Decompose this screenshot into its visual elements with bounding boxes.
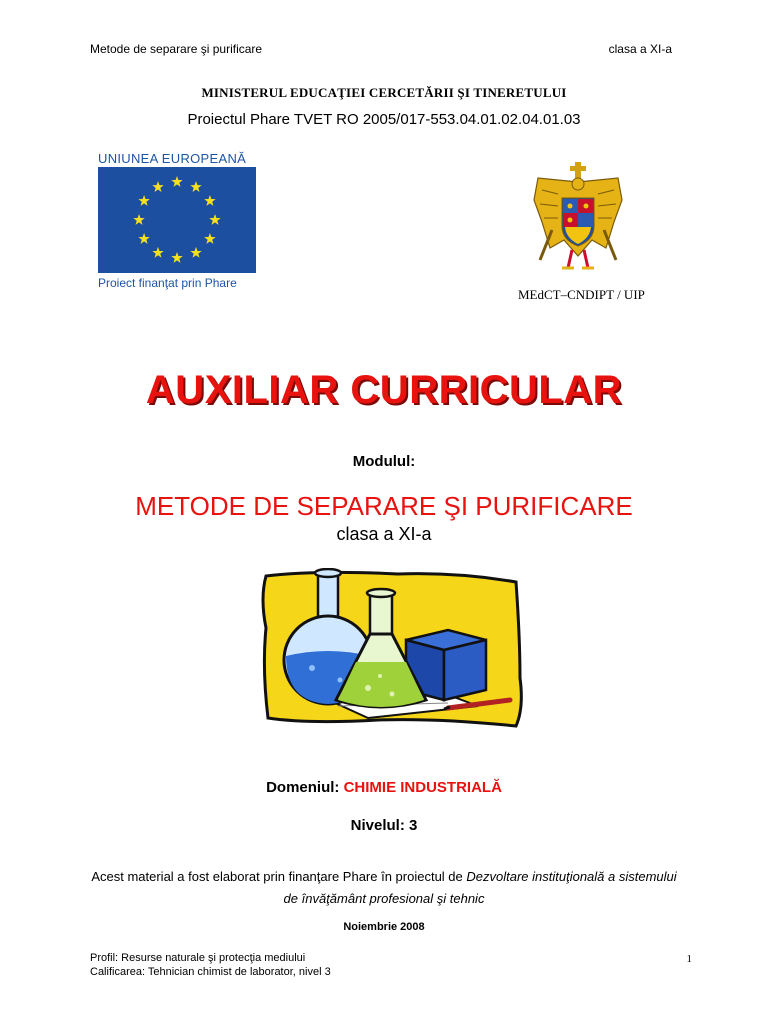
eu-logo-top-text: UNIUNEA EUROPEANĂ — [98, 151, 247, 166]
level-label: Nivelul: 3 — [350, 817, 418, 834]
description-project-name: Dezvoltare instituţională a sistemului de învăţământ profesional şi tehnic — [283, 869, 677, 906]
publication-date: Noiembrie 2008 — [343, 921, 425, 933]
domain-value: CHIMIE INDUSTRIALĂ — [343, 779, 502, 796]
header-right: clasa a XI-a — [608, 42, 672, 56]
document-title: AUXILIAR CURRICULAR — [145, 368, 623, 412]
domain-label: Domeniul: — [266, 779, 340, 796]
laboratory-glassware-illustration — [258, 568, 528, 730]
grade-label: clasa a XI-a — [336, 524, 432, 544]
footer-qualification: Calificarea: Tehnician chimist de laborator, nivel 3 — [90, 966, 331, 978]
page-number: 1 — [686, 953, 692, 965]
module-label: Modulul: — [352, 453, 416, 470]
eu-flag-icon — [98, 167, 256, 273]
description — [90, 866, 678, 910]
domain-line — [0, 779, 768, 796]
romania-coat-of-arms-icon — [532, 160, 624, 280]
eu-logo — [94, 147, 262, 295]
footer-profile: Profil: Resurse naturale şi protecţia mediului — [90, 952, 306, 964]
header-left: Metode de separare şi purificare — [90, 42, 263, 56]
eu-logo-bottom-text: Proiect finanţat prin Phare — [98, 276, 237, 290]
ministry-name: MINISTERUL EDUCAŢIEI CERCETĂRII ŞI TINERETULUI — [201, 85, 567, 100]
agency-label: MEdCT–CNDIPT / UIP — [518, 287, 645, 302]
module-name: METODE DE SEPARARE ŞI PURIFICARE — [135, 491, 633, 521]
project-code: Proiectul Phare TVET RO 2005/017-553.04.01.02.04.01.03 — [187, 111, 581, 128]
description-prefix: Acest material a fost elaborat prin finanţare Phare în proiectul de — [91, 869, 467, 884]
